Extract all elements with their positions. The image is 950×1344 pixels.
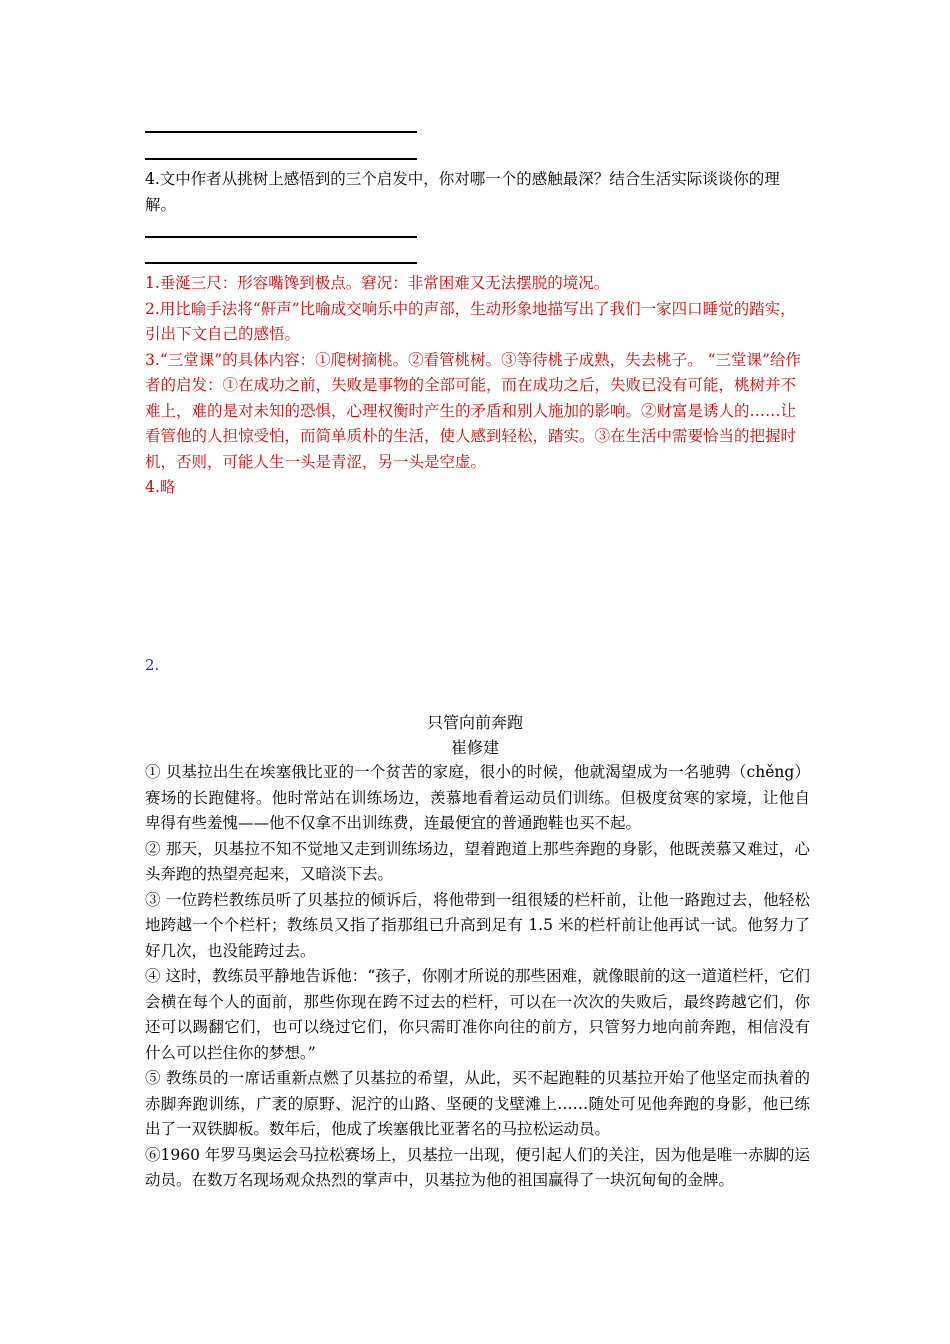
answer-2: 2.用比喻手法将“鼾声”比喻成交响乐中的声部，生动形象地描写出了我们一家四口睡觉的踏实，引出下文自己的感悟。: [145, 299, 796, 343]
article-author: 崔修建: [450, 738, 499, 757]
answer-line: [145, 158, 417, 160]
answer-1: 1.垂涎三尺：形容嘴馋到极点。窘况：非常困难又无法摆脱的境况。: [145, 274, 610, 292]
answer-line: [145, 236, 417, 238]
paragraph: ⑤ 教练员的一席话重新点燃了贝基拉的希望，从此，买不起跑鞋的贝基拉开始了他坚定而执着的赤脚奔跑训练，广袤的原野、泥泞的山路、坚硬的戈壁滩上……随处可见他奔跑的身影，他已练出了一双铁脚板。数年后，他成了埃塞俄比亚著名的马拉松运动员。: [145, 1069, 810, 1138]
answer-line: [145, 131, 417, 133]
paragraph: ⑥1960 年罗马奥运会马拉松赛场上，贝基拉一出现，便引起人们的关注，因为他是唯一赤脚的运动员。在数万名现场观众热烈的掌声中，贝基拉为他的祖国赢得了一块沉甸甸的金牌。: [145, 1145, 810, 1189]
section-number: 2.: [145, 656, 160, 674]
answer-line: [145, 262, 417, 264]
article-body: [145, 760, 810, 1194]
answer-4: 4.略: [145, 478, 176, 496]
paragraph: ② 那天，贝基拉不知不觉地又走到训练场边，望着跑道上那些奔跑的身影，他既羡慕又难过，心头奔跑的热望亮起来，又暗淡下去。: [145, 839, 810, 883]
paragraph: ① 贝基拉出生在埃塞俄比亚的一个贫苦的家庭，很小的时候，他就渴望成为一名驰骋（chěng）赛场的长跑健将。他时常站在训练场边，羡慕地看着运动员们训练。但极度贫寒的家境，让他自卑得有些羞愧——他不仅拿不出训练费，连最便宜的普通跑鞋也买不起。: [145, 763, 810, 832]
answer-3: 3.“三堂课”的具体内容：①爬树摘桃。②看管桃树。③等待桃子成熟，失去桃子。 “三堂课”给作者的启发：①在成功之前，失败是事物的全部可能，而在成功之后，失败已没有可能，桃树并不难上，难的是对未知的恐惧，心理权衡时产生的矛盾和别人施加的影响。②财富是诱人的……让看管他的人担惊受怕，而简单质朴的生活，使人感到轻松，踏实。③在生活中需要恰当的把握时机，否则，可能人生一头是青涩，另一头是空虚。: [145, 350, 801, 471]
paragraph: ④ 这时，教练员平静地告诉他：“孩子，你刚才所说的那些困难，就像眼前的这一道道栏杆，它们会横在每个人的面前，那些你现在跨不过去的栏杆，可以在一次次的失败后，最终跨越它们，你还可以踢翻它们，也可以绕过它们，你只需盯准你向往的前方，只管努力地向前奔跑，相信没有什么可以拦住你的梦想。”: [145, 967, 810, 1062]
question-4: 4.文中作者从挑树上感悟到的三个启发中，你对哪一个的感触最深？结合生活实际谈谈你的理解。: [145, 170, 780, 214]
answer-key: [145, 271, 810, 501]
paragraph: ③ 一位跨栏教练员听了贝基拉的倾诉后，将他带到一组很矮的栏杆前，让他一路跑过去，他轻松地跨越一个个栏杆；教练员又指了指那组已升高到足有 1.5 米的栏杆前让他再试一试。他努力了好几次，也没能跨过去。: [145, 890, 810, 960]
article-title: 只管向前奔跑: [426, 713, 523, 732]
